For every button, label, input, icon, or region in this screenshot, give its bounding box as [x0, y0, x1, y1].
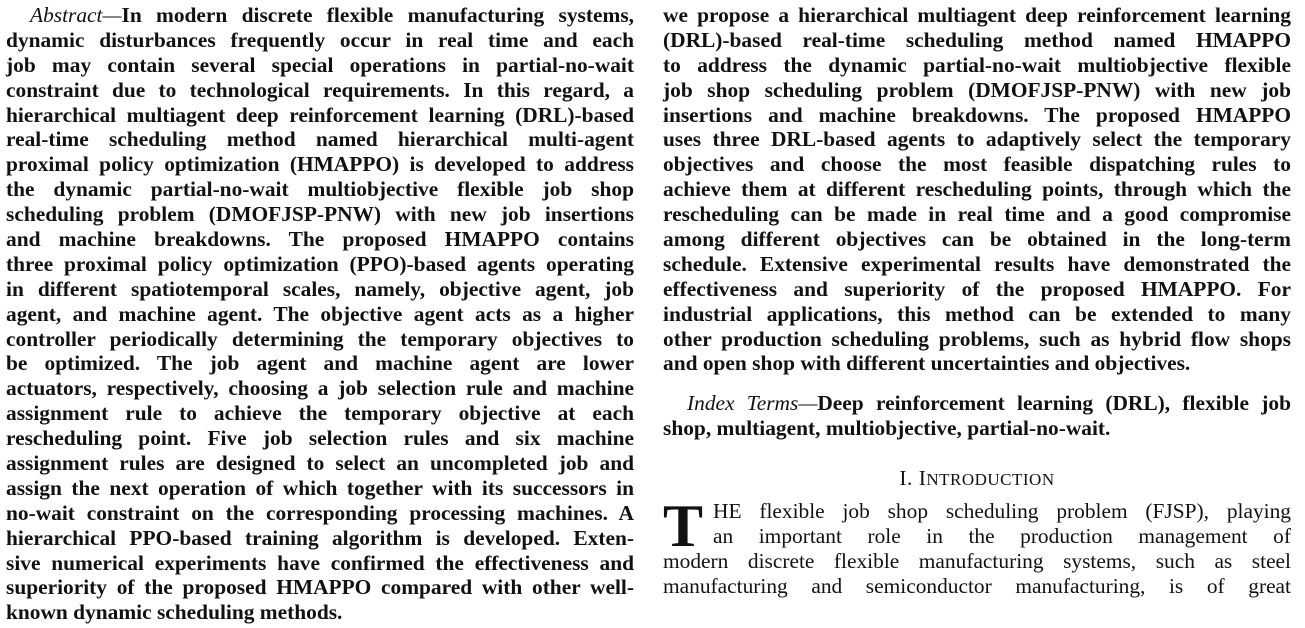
abstract-line: scheduling problem (DMOFJSP-PNW) with new job insertions: [6, 202, 634, 227]
note-line: job shop scheduling problem (DMOFJSP-PNW) with new job: [663, 77, 1291, 102]
index-terms-line: shop, multiagent, multiobjective, partial-no-wait.: [663, 416, 1111, 441]
intro-line: manufacturing and semiconductor manufacturing, is of great: [663, 573, 1291, 598]
abstract-line: assign the next operation of which together with its successors in: [6, 475, 634, 500]
abstract-label: Abstract—: [30, 3, 122, 27]
abstract-line: be optimized. The job agent and machine agent are lower: [6, 351, 634, 376]
intro-line: an important role in the production management of: [713, 523, 1291, 548]
note-line: uses three DRL-based agents to adaptively select the temporary: [663, 127, 1291, 152]
section-heading-introduction: I. INTRODUCTION: [899, 466, 1055, 491]
abstract-line: controller periodically determining the temporary objectives to: [6, 326, 634, 351]
note-line: effectiveness and superiority of the proposed HMAPPO. For: [663, 276, 1291, 301]
note-line: objectives and choose the most feasible dispatching rules to: [663, 152, 1291, 177]
abstract-line: known dynamic scheduling methods.: [6, 600, 343, 625]
abstract-line: in different spatiotemporal scales, namely, objective agent, job: [6, 276, 634, 301]
note-line: rescheduling can be made in real time and a good compromise: [663, 202, 1291, 227]
right-column: [663, 3, 1291, 599]
note-section: [663, 3, 1291, 376]
note-line: and open shop with different uncertainties and objectives.: [663, 351, 1191, 376]
note-line: (DRL)-based real-time scheduling method named HMAPPO: [663, 27, 1291, 52]
note-line: among different objectives can be obtained in the long-term: [663, 227, 1291, 252]
drop-cap: T: [663, 493, 704, 560]
abstract-section: [6, 3, 634, 625]
abstract-line: proximal policy optimization (HMAPPO) is developed to address: [6, 152, 634, 177]
note-line: schedule. Extensive experimental results have demonstrated the: [663, 251, 1291, 276]
abstract-line: no-wait constraint on the corresponding processing machines. A: [6, 500, 634, 525]
abstract-line: real-time scheduling method named hierarchical multi-agent: [6, 127, 634, 152]
intro-line: modern discrete flexible manufacturing systems, such as steel: [663, 548, 1291, 573]
abstract-line: agent, and machine agent. The objective agent acts as a higher: [6, 301, 634, 326]
abstract-line: dynamic disturbances frequently occur in real time and each: [6, 27, 634, 52]
note-line: we propose a hierarchical multiagent deep reinforcement learning: [663, 3, 1291, 27]
abstract-line: rescheduling point. Five job selection rules and six machine: [6, 426, 634, 451]
abstract-line: the dynamic partial-no-wait multiobjective flexible job shop: [6, 177, 634, 202]
abstract-line: hierarchical PPO-based training algorithm is developed. Exten-: [6, 525, 634, 550]
index-terms-label: Index Terms—: [687, 391, 818, 416]
note-line: achieve them at different rescheduling points, through which the: [663, 177, 1291, 202]
introduction-paragraph: [663, 493, 1291, 599]
index-terms: [663, 391, 1291, 441]
abstract-line: three proximal policy optimization (PPO)-based agents operating: [6, 251, 634, 276]
note-line: to address the dynamic partial-no-wait multiobjective flexible: [663, 52, 1291, 77]
note-line: other production scheduling problems, such as hybrid flow shops: [663, 326, 1291, 351]
abstract-line: superiority of the proposed HMAPPO compared with other well-: [6, 575, 634, 600]
intro-line: HE flexible job shop scheduling problem (FJSP), playing: [713, 499, 1291, 524]
abstract-line: assignment rules are designed to select an uncompleted job and: [6, 451, 634, 476]
index-terms-line: Index Terms—Deep reinforcement learning (DRL), flexible job: [663, 391, 1291, 416]
abstract-line: job may contain several special operations in partial-no-wait: [6, 52, 634, 77]
abstract-line: constraint due to technological requirements. In this regard, a: [6, 77, 634, 102]
abstract-line: assignment rule to achieve the temporary objective at each: [6, 401, 634, 426]
note-line: insertions and machine breakdowns. The proposed HMAPPO: [663, 102, 1291, 127]
abstract-line: Abstract—In modern discrete flexible manufacturing systems,: [6, 3, 634, 28]
abstract-line: and machine breakdowns. The proposed HMAPPO contains: [6, 227, 634, 252]
note-line: industrial applications, this method can be extended to many: [663, 301, 1291, 326]
abstract-line: actuators, respectively, choosing a job selection rule and machine: [6, 376, 634, 401]
abstract-line: sive numerical experiments have confirmed the effectiveness and: [6, 550, 634, 575]
abstract-line: hierarchical multiagent deep reinforcement learning (DRL)-based: [6, 102, 634, 127]
